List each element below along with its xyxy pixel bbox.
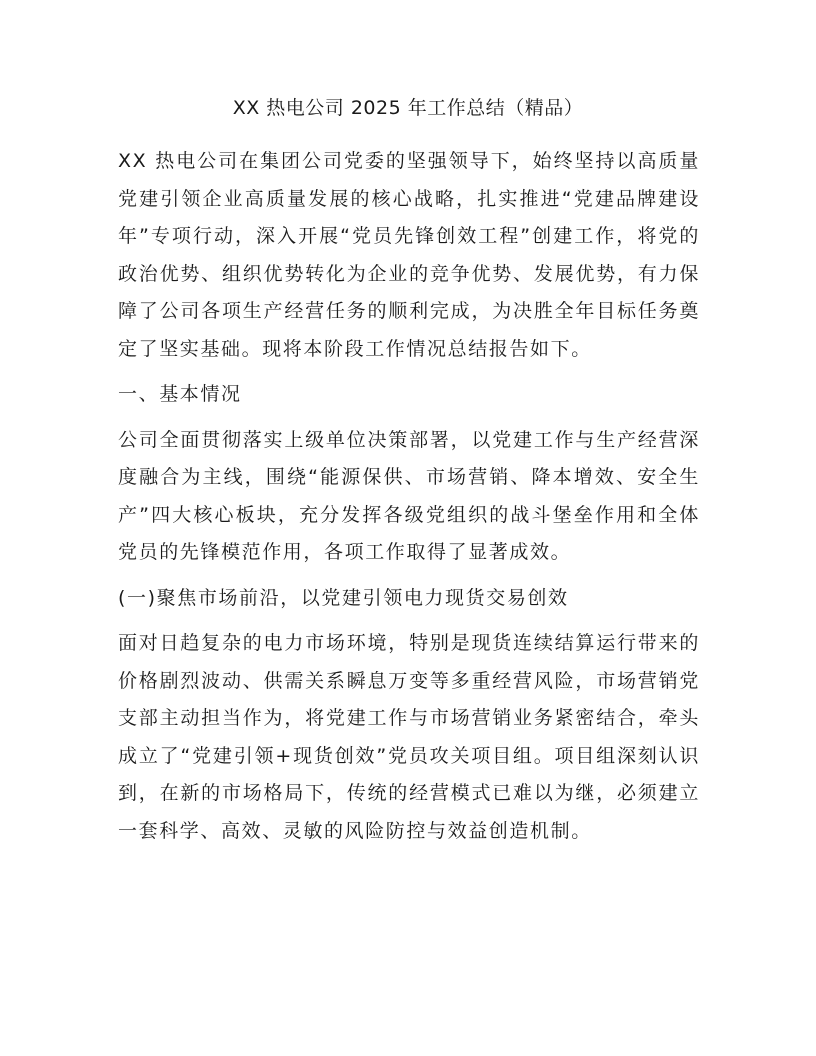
intro-paragraph: XX 热电公司在集团公司党委的坚强领导下，始终坚持以高质量党建引领企业高质量发展的核心战略，扎实推进“党建品牌建设年”专项行动，深入开展“党员先锋创效工程”创建工作，将党的政治优势、组织优势转化为企业的竞争优势、发展优势，有力保障了公司各项生产经营任务的顺利完成，为决胜全年目标任务奠定了坚实基础。现将本阶段工作情况总结报告如下。	[118, 150, 700, 360]
spacer	[118, 368, 700, 376]
section-paragraph: 公司全面贯彻落实上级单位决策部署，以党建工作与生产经营深度融合为主线，围绕“能源保供、市场营销、降本增效、安全生产”四大核心板块，充分发挥各级党组织的战斗堡垒作用和全体党员的先锋模范作用，各项工作取得了显著成效。	[118, 428, 700, 563]
spacer	[118, 414, 700, 422]
document-body	[118, 143, 700, 850]
spacer	[118, 572, 700, 580]
section-heading: 一、基本情况	[118, 383, 242, 405]
subsection-heading: (一)聚焦市场前沿，以党建引领电力现货交易创效	[118, 586, 569, 609]
document-title: XX 热电公司 2025 年工作总结（精品）	[232, 97, 584, 119]
spacer	[118, 617, 700, 625]
subsection-paragraph: 面对日趋复杂的电力市场环境，特别是现货连续结算运行带来的价格剧烈波动、供需关系瞬息万变等多重经营风险，市场营销党支部主动担当作为，将党建工作与市场营销业务紧密结合，牵头成立了“党建引领+现货创效”党员攻关项目组。项目组深刻认识到，在新的市场格局下，传统的经营模式已难以为继，必须建立一套科学、高效、灵敏的风险防控与效益创造机制。	[118, 632, 700, 842]
